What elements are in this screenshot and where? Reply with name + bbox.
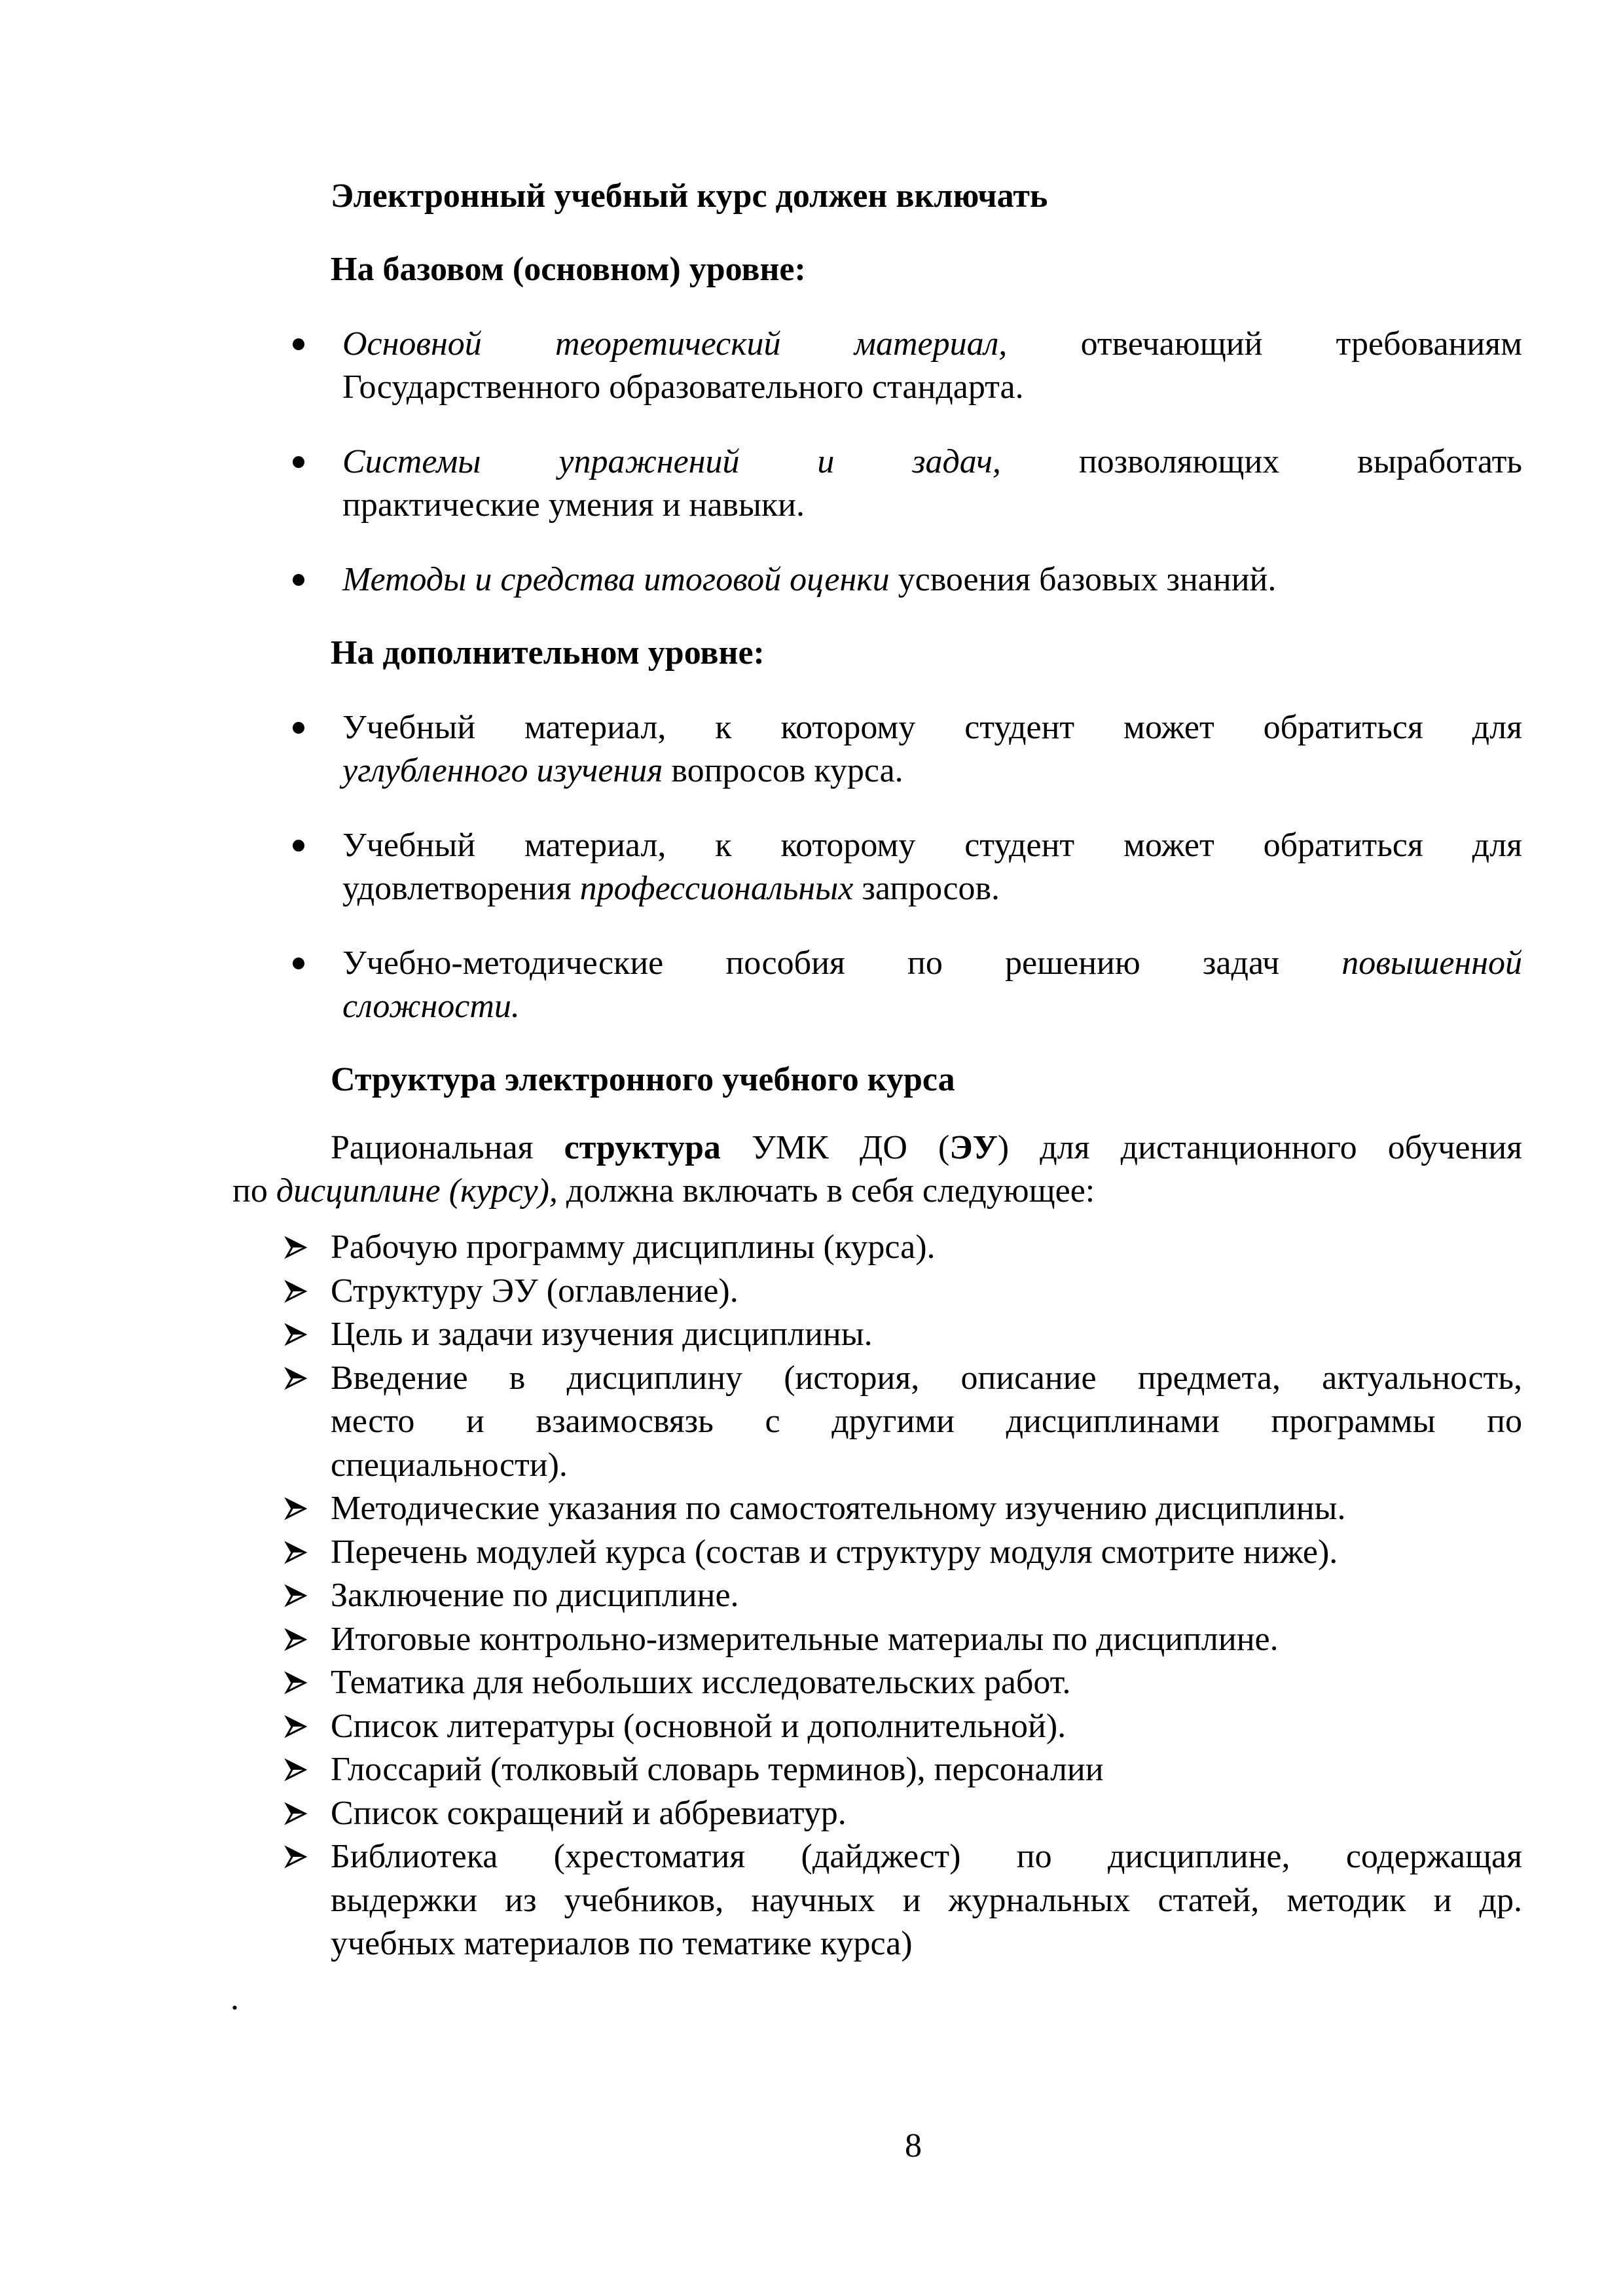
arrow-bullet-icon	[283, 1496, 309, 1522]
additional-item-1-rest: вопросов курса.	[671, 752, 903, 789]
structure-item-line: Введение в дисциплину (история, описание предмета, актуальность,	[331, 1359, 1522, 1397]
intro-l2-rest: должна включать в себя следующее:	[566, 1172, 1095, 1210]
bullet-dot-icon	[293, 722, 304, 734]
basic-item-3	[342, 558, 1276, 601]
arrow-bullet-icon	[283, 1278, 309, 1304]
structure-item-line: Структуру ЭУ (оглавление).	[331, 1272, 739, 1310]
structure-item-line: Список литературы (основной и дополнительной).	[331, 1708, 1067, 1745]
structure-item-line: Методические указания по самостоятельному изучению дисциплины.	[331, 1490, 1346, 1527]
basic-item-2-line2: практические умения и навыки.	[342, 486, 805, 524]
additional-item-2-rest: запросов.	[862, 870, 1000, 907]
arrow-bullet-icon	[283, 1583, 309, 1609]
additional-item-1-italic: углубленного изучения	[342, 752, 663, 789]
arrow-bullet-icon	[283, 1844, 309, 1870]
bullet-dot-icon	[293, 456, 304, 468]
basic-item-1-line2: Государственного образовательного стандарта.	[342, 368, 1024, 406]
bullet-dot-icon	[293, 840, 304, 852]
structure-item-line: Рабочую программу дисциплины (курса).	[331, 1229, 936, 1266]
structure-intro-line2	[232, 1169, 1095, 1213]
basic-item-3-lead: Методы и средства итоговой оценки	[342, 561, 890, 598]
stray-dot: .	[230, 1980, 239, 2017]
bullet-dot-icon	[293, 958, 304, 969]
structure-item-line: выдержки из учебников, научных и журнальных статей, методик и др.	[331, 1882, 1522, 1919]
page-number: 8	[905, 2127, 922, 2164]
arrow-bullet-icon	[283, 1234, 309, 1261]
arrow-bullet-icon	[283, 1670, 309, 1696]
basic-item-1-lead: Основной теоретический материал,	[342, 325, 1008, 363]
arrow-bullet-icon	[283, 1365, 309, 1391]
basic-item-1-line1	[342, 322, 1522, 366]
intro-l2-italic: дисциплине (курсу),	[276, 1172, 558, 1210]
additional-item-2-line1: Учебный материал, к которому студент может обратиться для	[342, 827, 1522, 864]
additional-item-1-line1: Учебный материал, к которому студент может обратиться для	[342, 709, 1522, 746]
structure-item-line: Библиотека (хрестоматия (дайджест) по дисциплине, содержащая	[331, 1838, 1522, 1875]
structure-item-line: Список сокращений и аббревиатур.	[331, 1795, 847, 1832]
additional-item-3-start: Учебно-методические пособия по решению задач	[342, 944, 1280, 982]
basic-item-3-rest: усвоения базовых знаний.	[898, 561, 1277, 598]
arrow-bullet-icon	[283, 1321, 309, 1348]
structure-item-line: место и взаимосвязь с другими дисциплинами программы по	[331, 1403, 1522, 1440]
intro-l2-start: по	[232, 1172, 268, 1210]
basic-item-2-rest: позволяющих выработать	[1078, 443, 1523, 480]
structure-item-line: Глоссарий (толковый словарь терминов), персоналии	[331, 1751, 1104, 1788]
structure-item-line: Заключение по дисциплине.	[331, 1577, 739, 1614]
structure-item-line: Тематика для небольших исследовательских работ.	[331, 1664, 1071, 1701]
arrow-bullet-icon	[283, 1713, 309, 1740]
additional-item-1-line2	[342, 749, 903, 793]
structure-item-line: специальности).	[331, 1446, 568, 1484]
bullet-dot-icon	[293, 574, 304, 586]
bullet-dot-icon	[293, 338, 304, 350]
basic-item-2-line1	[342, 440, 1522, 484]
structure-item-line: Цель и задачи изучения дисциплины.	[331, 1316, 873, 1353]
structure-item-line: Перечень модулей курса (состав и структуру модуля смотрите ниже).	[331, 1534, 1338, 1571]
basic-level-title: На базовом (основном) уровне:	[331, 251, 806, 288]
intro-part2-bold: ЭУ	[949, 1129, 998, 1166]
additional-level-title: На дополнительном уровне:	[331, 634, 765, 672]
main-heading: Электронный учебный курс должен включать	[331, 177, 1048, 215]
arrow-bullet-icon	[283, 1757, 309, 1783]
structure-item-line: учебных материалов по тематике курса)	[331, 1925, 913, 1962]
additional-item-3-italic: повышенной	[1341, 944, 1522, 982]
arrow-bullet-icon	[283, 1801, 309, 1827]
intro-part1: Рациональная	[331, 1129, 534, 1166]
structure-title: Структура электронного учебного курса	[331, 1061, 955, 1098]
basic-item-1-rest: отвечающий требованиям	[1080, 325, 1523, 363]
structure-item-line: Итоговые контрольно-измерительные материалы по дисциплине.	[331, 1621, 1279, 1658]
arrow-bullet-icon	[283, 1626, 309, 1653]
additional-item-3-line1	[342, 941, 1522, 985]
arrow-bullet-icon	[283, 1539, 309, 1566]
additional-item-3-line2: сложности.	[342, 988, 520, 1025]
additional-item-2-line2	[342, 867, 1000, 910]
additional-item-2-italic: профессиональных	[579, 870, 854, 907]
intro-part2: УМК ДО (ЭУ) для дистанционного обучения	[752, 1129, 1523, 1166]
intro-part1-bold: структура	[564, 1129, 721, 1166]
basic-item-2-lead: Системы упражнений и задач,	[342, 443, 1001, 480]
additional-item-2-start: удовлетворения	[342, 870, 572, 907]
structure-intro-line1	[331, 1126, 1522, 1170]
